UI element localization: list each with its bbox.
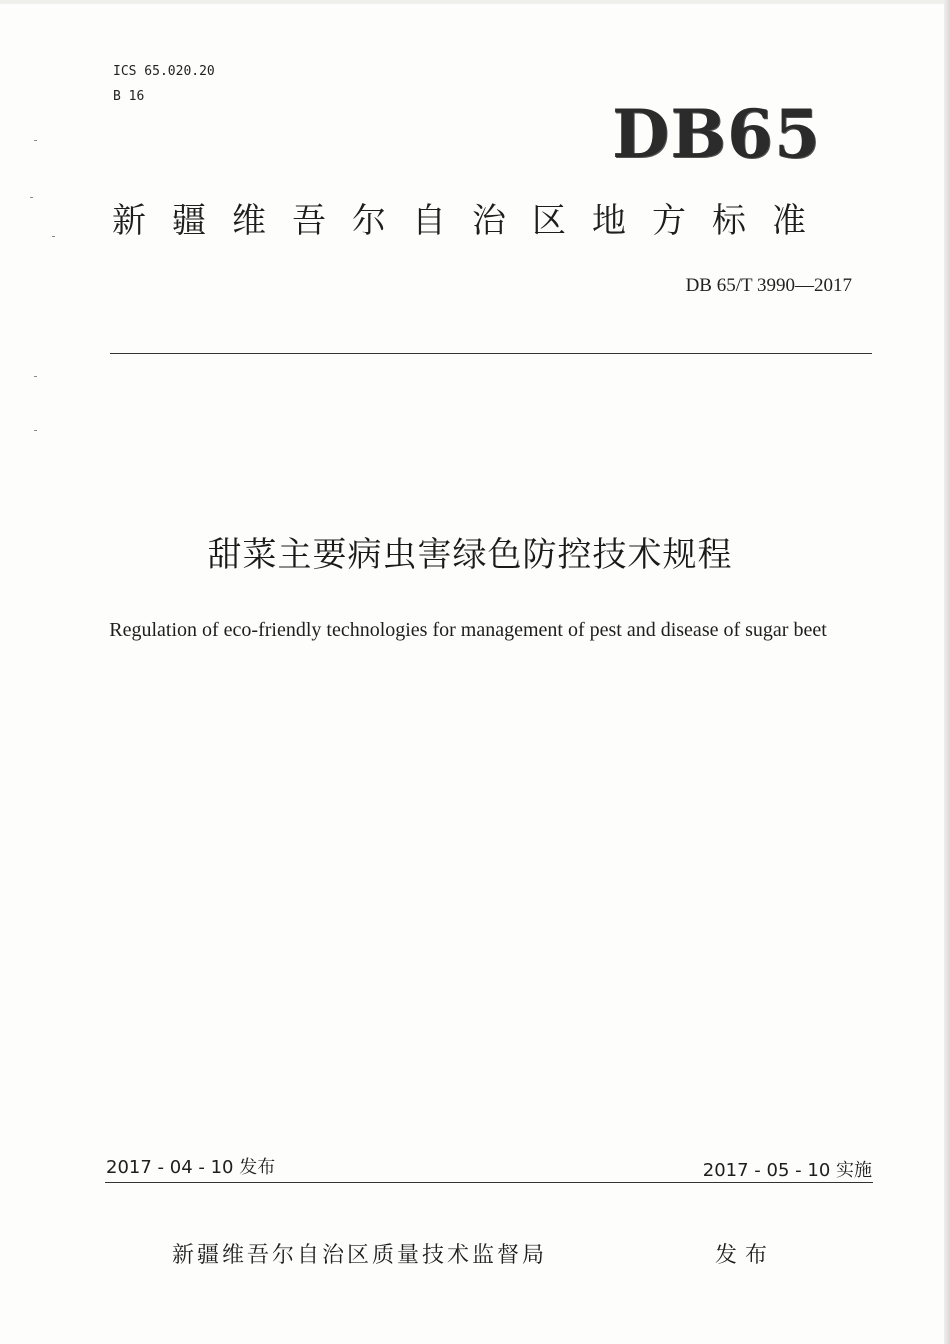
- publisher-action: 发布: [715, 1243, 776, 1268]
- scan-speck: [30, 197, 33, 198]
- publisher-name: 新疆维吾尔自治区质量技术监督局: [172, 1243, 548, 1268]
- issue-date: 2017 - 04 - 10 发布: [106, 1157, 276, 1178]
- scan-speck: [34, 376, 37, 377]
- top-divider: [110, 353, 872, 354]
- scan-speck: [52, 236, 55, 237]
- standard-type-heading: 新疆维吾尔自治区地方标准: [112, 201, 832, 241]
- standard-number: DB 65/T 3990—2017: [685, 275, 852, 296]
- scan-speck: [34, 430, 37, 431]
- title-chinese: 甜菜主要病虫害绿色防控技术规程: [207, 535, 733, 575]
- scan-speck: [34, 140, 37, 141]
- scan-edge-right: [944, 0, 950, 1344]
- ics-code: ICS 65.020.20: [113, 64, 215, 79]
- bottom-divider: [105, 1182, 873, 1183]
- title-english: Regulation of eco-friendly technologies for management of pest and disease of sugar beet: [109, 619, 827, 641]
- db65-logo: DB65: [612, 95, 821, 173]
- classification-code: B 16: [113, 89, 145, 104]
- scan-edge-top: [0, 0, 950, 4]
- implementation-date: 2017 - 05 - 10 实施: [702, 1160, 872, 1181]
